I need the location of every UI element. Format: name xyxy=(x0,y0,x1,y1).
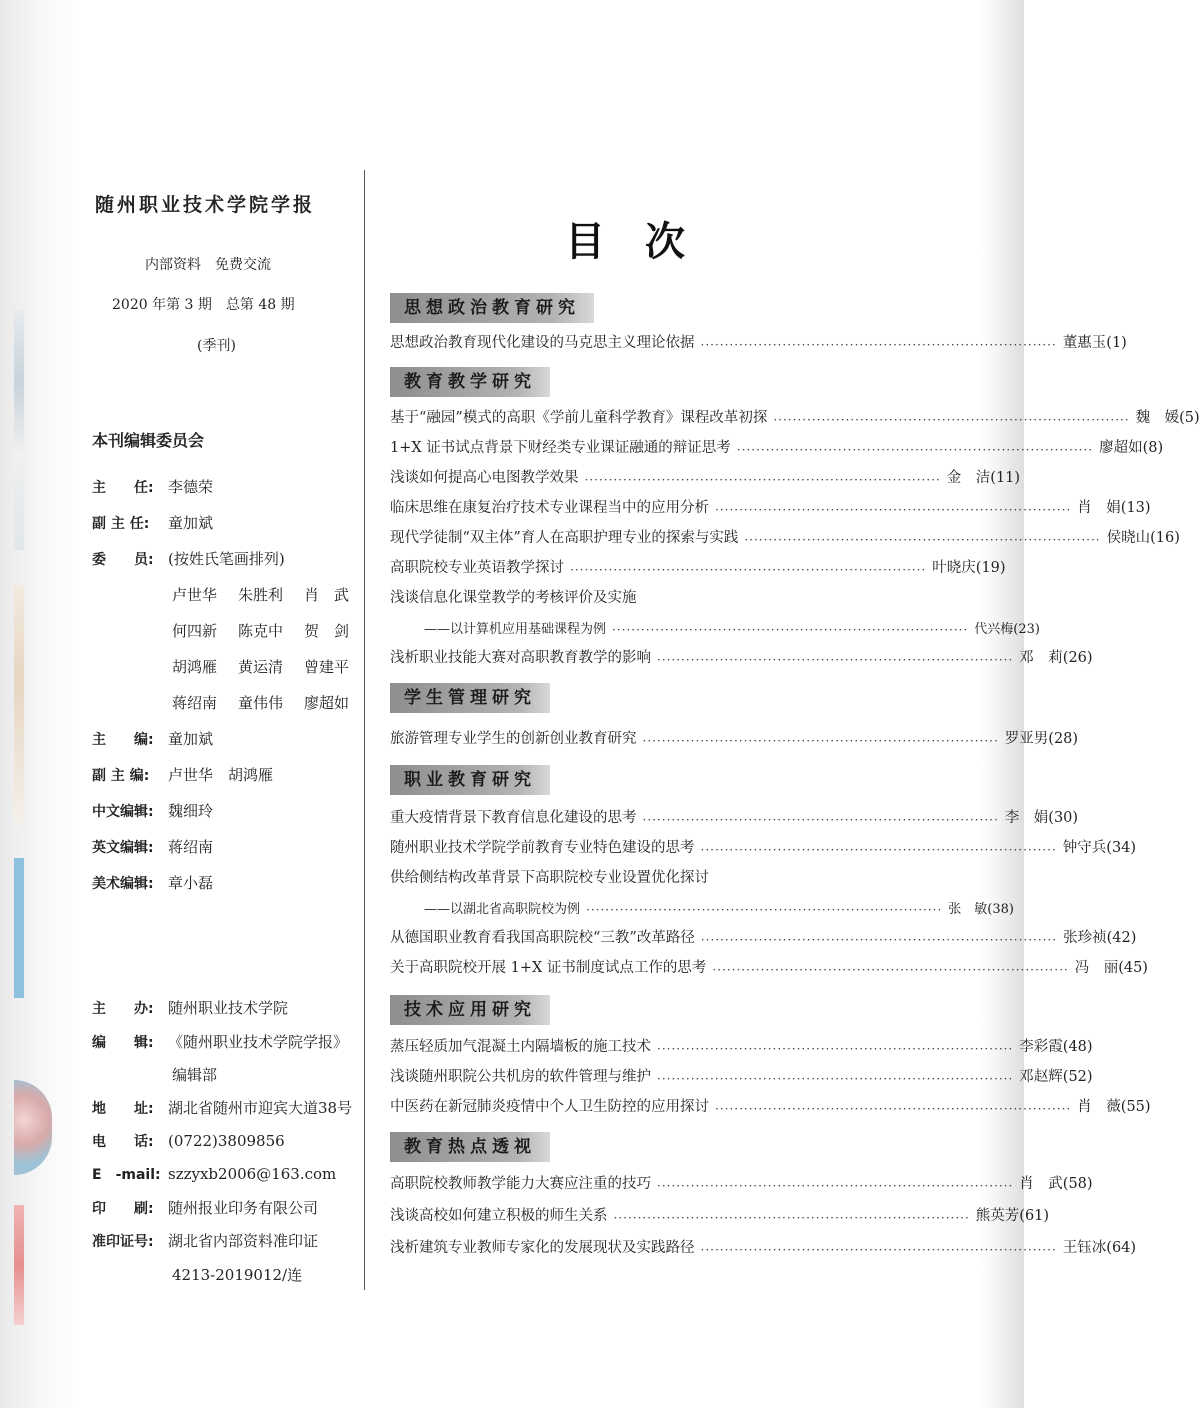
members-row: 蒋绍南 童伟伟 廖超如 xyxy=(172,694,350,712)
publisher-address: 地 址: 湖北省随州市迎宾大道38号 xyxy=(92,1099,353,1117)
publisher-editor: 编 辑: 《随州职业技术学院学报》 xyxy=(92,1033,349,1051)
toc-entry[interactable]: 蒸压轻质加气混凝土内隔墙板的施工技术 ·········································································· 李彩霞(48) xyxy=(390,1039,1093,1056)
toc-entry[interactable]: 浅谈随州职院公共机房的软件管理与维护 ·········································································· 邓赵辉(52) xyxy=(390,1069,1093,1086)
board-members: 委 员: (按姓氏笔画排列) xyxy=(92,550,285,568)
publisher-permit: 准印证号: 湖北省内部资料准印证 xyxy=(92,1232,319,1250)
publisher-printer: 印 刷: 随州报业印务有限公司 xyxy=(92,1199,319,1217)
journal-title: 随州职业技术学院学报 xyxy=(95,194,316,216)
toc-heading: 目次 xyxy=(565,219,725,265)
toc-entry[interactable]: 随州职业技术学院学前教育专业特色建设的思考 ·········································································· 钟守兵(34) xyxy=(390,840,1137,857)
toc-entry[interactable]: 供给侧结构改革背景下高职院校专业设置优化探讨 xyxy=(390,870,709,886)
toc-entry[interactable]: 浅谈如何提高心电图教学效果 ·········································································· 金 洁(11) xyxy=(390,470,1021,487)
section-header: 职业教育研究 xyxy=(390,765,550,795)
board-editor-in-chief: 主 编: 童加斌 xyxy=(92,730,214,748)
board-chinese-editor: 中文编辑: 魏细玲 xyxy=(92,802,214,820)
toc-entry[interactable]: 高职院校教师教学能力大赛应注重的技巧 ·········································································· 肖 武(58) xyxy=(390,1176,1093,1193)
members-row: 卢世华 朱胜利 肖 武 xyxy=(172,586,350,604)
board-art-editor: 美术编辑: 章小磊 xyxy=(92,874,214,892)
toc-entry[interactable]: 旅游管理专业学生的创新创业教育研究 ·········································································· 罗亚男(28) xyxy=(390,731,1079,748)
publisher-phone: 电 话: (0722)3809856 xyxy=(92,1132,285,1150)
toc-entry[interactable]: 浅析职业技能大赛对高职教育教学的影响 ·········································································· 邓 莉(26) xyxy=(390,650,1093,667)
adjacent-page-photo xyxy=(14,1080,52,1175)
section-header: 思想政治教育研究 xyxy=(390,293,594,323)
toc-entry[interactable]: 现代学徒制“双主体”育人在高职护理专业的探索与实践 ·········································································· 侯晓山(16) xyxy=(390,530,1180,547)
adjacent-page-edge xyxy=(14,585,24,825)
toc-entry[interactable]: 浅谈高校如何建立积极的师生关系 ·········································································· 熊英芳(61) xyxy=(390,1208,1050,1225)
adjacent-page-edge xyxy=(14,310,24,550)
toc-entry[interactable]: 从德国职业教育看我国高职院校“三教”改革路径 ·········································································· 张珍祯(42) xyxy=(390,930,1137,947)
adjacent-page-edge xyxy=(14,1205,24,1325)
toc-entry[interactable]: 思想政治教育现代化建设的马克思主义理论依据 ·········································································· 董惠玉(1) xyxy=(390,335,1127,352)
toc-entry[interactable]: 浅析建筑专业教师专家化的发展现状及实践路径 ·········································································· 王钰冰(64) xyxy=(390,1240,1137,1257)
publisher-permit-number: 4213-2019012/连 xyxy=(172,1266,303,1284)
adjacent-page-edge xyxy=(14,858,24,998)
section-header: 教育教学研究 xyxy=(390,367,550,397)
toc-entry[interactable]: 关于高职院校开展 1+X 证书制度试点工作的思考 ·········································································· 冯 丽(45) xyxy=(390,960,1148,977)
toc-entry[interactable]: 重大疫情背景下教育信息化建设的思考 ·········································································· 李 娟(30) xyxy=(390,810,1079,827)
publisher-sponsor: 主 办: 随州职业技术学院 xyxy=(92,999,289,1017)
journal-tagline: 内部资料 免费交流 xyxy=(145,257,271,273)
board-title: 本刊编辑委员会 xyxy=(92,431,205,450)
toc-entry[interactable]: 中医药在新冠肺炎疫情中个人卫生防控的应用探讨 ·········································································· 肖 薇(55) xyxy=(390,1099,1151,1116)
section-header: 学生管理研究 xyxy=(390,683,550,713)
board-director: 主 任: 李德荣 xyxy=(92,478,214,496)
column-divider xyxy=(364,170,365,1290)
toc-entry[interactable]: 高职院校专业英语教学探讨 ·········································································· 叶晓庆(19) xyxy=(390,560,1006,577)
toc-entry[interactable]: 临床思维在康复治疗技术专业课程当中的应用分析 ·········································································· 肖 娟(13) xyxy=(390,500,1151,517)
board-deputy-director: 副 主 任: 童加斌 xyxy=(92,514,214,532)
toc-entry-subtitle[interactable]: ——以湖北省高职院校为例 ·········································································· 张 敏(38) xyxy=(424,902,1014,917)
section-header: 教育热点透视 xyxy=(390,1132,550,1162)
toc-entry[interactable]: 1+X 证书试点背景下财经类专业课证融通的辩证思考 ·········································································· 廖超如(8) xyxy=(390,440,1164,457)
section-header: 技术应用研究 xyxy=(390,995,550,1025)
journal-frequency: (季刊) xyxy=(197,338,236,354)
toc-entry[interactable]: 基于“融园”模式的高职《学前儿童科学教育》课程改革初探 ·········································································· 魏 媛(5) xyxy=(390,410,1200,427)
publisher-editor-dept: 编辑部 xyxy=(172,1066,218,1084)
members-row: 胡鸿雁 黄运清 曾建平 xyxy=(172,658,350,676)
toc-entry[interactable]: 浅谈信息化课堂教学的考核评价及实施 xyxy=(390,590,637,606)
members-row: 何四新 陈克中 贺 剑 xyxy=(172,622,350,640)
toc-entry-subtitle[interactable]: ——以计算机应用基础课程为例 ·········································································· 代兴梅(23) xyxy=(424,622,1040,637)
publisher-email: E -mail: szzyxb2006@163.com xyxy=(92,1165,337,1183)
board-deputy-editor: 副 主 编: 卢世华 胡鸿雁 xyxy=(92,766,274,784)
board-english-editor: 英文编辑: 蒋绍南 xyxy=(92,838,214,856)
journal-issue: 2020 年第 3 期 总第 48 期 xyxy=(112,297,295,313)
